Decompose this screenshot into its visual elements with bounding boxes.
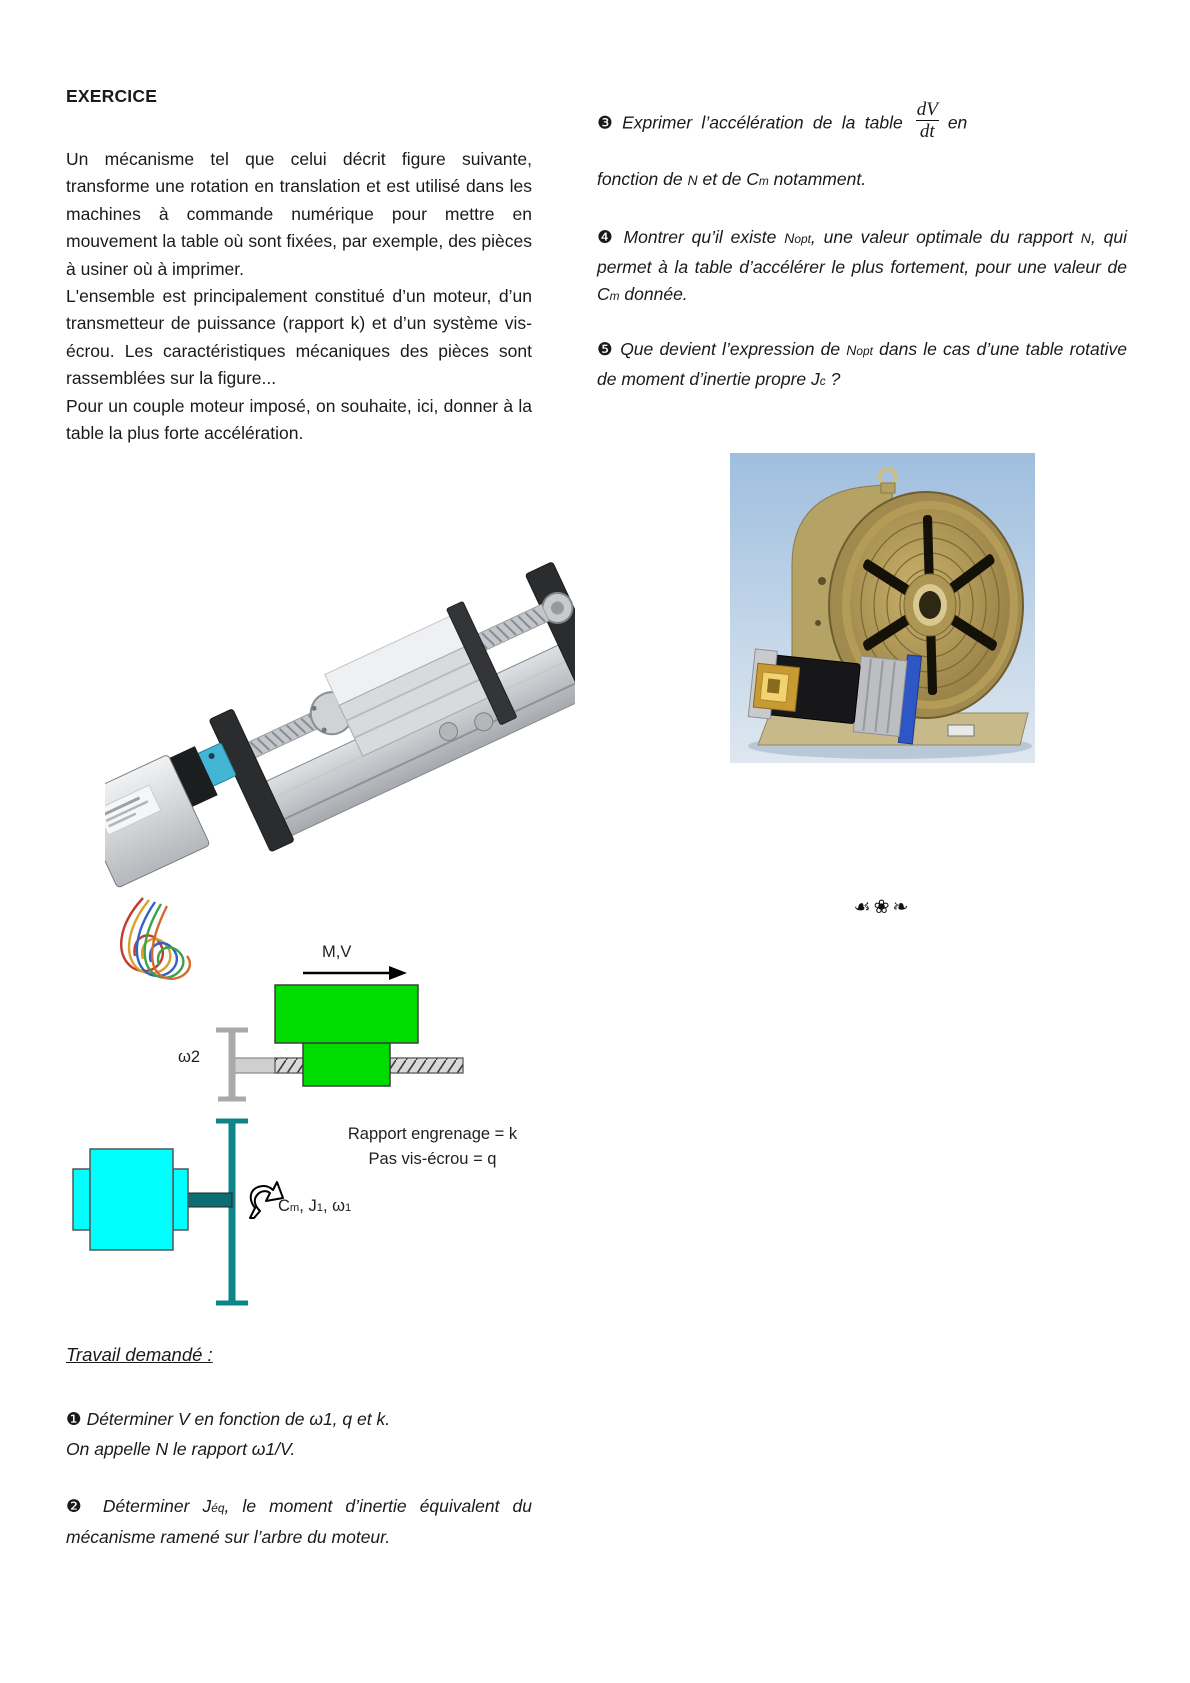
- motor-torque-label: Cm, J1, ω1: [278, 1197, 352, 1215]
- motor-ear-right: [173, 1169, 188, 1230]
- section-ornament: ☙❀❧: [853, 896, 912, 918]
- work-heading: Travail demandé :: [66, 1344, 213, 1365]
- gear-ratio-label: Rapport engrenage = k: [347, 1125, 518, 1143]
- omega2-label: ω2: [178, 1048, 201, 1066]
- motor-block: [90, 1149, 173, 1250]
- motor-output-shaft: [188, 1193, 232, 1207]
- mv-label: M,V: [322, 943, 352, 961]
- screw-hatch-left: [275, 1058, 303, 1073]
- question-3-line1: ❸ Exprimer l’accélération de la table $\frac{dV}{dt}$ en: [597, 99, 968, 143]
- question-4: ❹ Montrer qu’il existe Nopt, une valeur optimale du rapport N, qui permet à la table d’accélérer le plus fortement, pour une valeur de Cm donnée.: [597, 227, 1127, 304]
- base-tag: [948, 725, 974, 736]
- question-5: ❺ Que devient l’expression de Nopt dans le cas d’une table rotative de moment d’inertie propre Jc ?: [597, 339, 1127, 389]
- question-1-line2: On appelle N le rapport ω1/V.: [66, 1439, 296, 1459]
- gear-shaft-lower: [216, 1121, 248, 1303]
- question-2: ❷ Déterminer Jéq, le moment d’inertie équivalent du mécanisme ramené sur l’arbre du moteur.: [66, 1496, 532, 1547]
- table-block: [275, 985, 418, 1043]
- intro-paragraph-2: L'ensemble est principalement constitué d’un moteur, d’un transmetteur de puissance (rapport k) et d’un système vis-écrou. Les caractéristiques mécaniques des pièces sont rassemblées sur la figure...: [66, 286, 532, 389]
- nut-block: [303, 1043, 390, 1086]
- intro-paragraph-3: Pour un couple moteur imposé, on souhaite, ici, donner à la table la plus forte accélération.: [66, 395, 532, 444]
- ratio-labels: [310, 1122, 555, 1172]
- intro-paragraphs: [66, 146, 532, 447]
- mechanism-diagram: [66, 940, 536, 1318]
- motor-ear-left: [73, 1169, 90, 1230]
- rotary-table-photo: [730, 453, 1035, 763]
- linear-actuator-photo: [105, 518, 575, 983]
- intro-paragraph-1: Un mécanisme tel que celui décrit figure suivante, transforme une rotation en translation et est utilisé dans les machines à commande numérique pour mettre en mouvement la table où sont fixées, par exemple, des pièces à usiner où à imprimer.: [66, 149, 532, 279]
- page-title: EXERCICE: [66, 86, 158, 106]
- screw-hatch-right: [390, 1058, 463, 1073]
- rotary-table-illustration: [730, 453, 1035, 763]
- screw-pitch-label: Pas vis-écrou = q: [368, 1150, 497, 1168]
- linear-actuator-illustration: [105, 518, 575, 983]
- question-1-line1: ❶ Déterminer V en fonction de ω1, q et k.: [66, 1409, 391, 1429]
- question-3-line2: fonction de N et de Cm notamment.: [597, 169, 867, 189]
- translation-arrow: [303, 966, 407, 980]
